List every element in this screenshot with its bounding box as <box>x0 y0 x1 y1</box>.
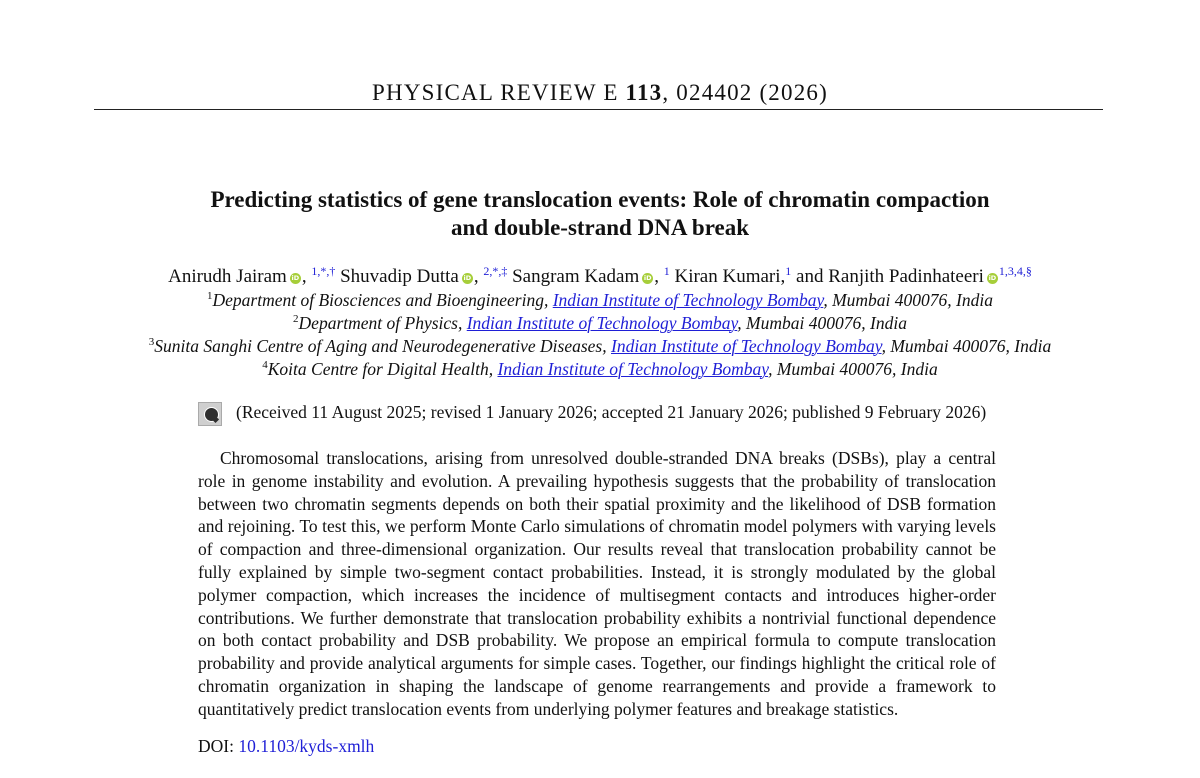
affiliation-department: Department of Biosciences and Bioengineering, <box>212 290 549 310</box>
affiliation-department: Department of Physics, <box>298 313 463 333</box>
orcid-icon[interactable]: iD <box>643 274 652 282</box>
author-separator: , <box>301 266 312 287</box>
affiliation-location: , Mumbai 400076, India <box>737 313 907 333</box>
author-name[interactable]: Shuvadip Dutta <box>340 266 459 287</box>
affiliation-institution-link[interactable]: Indian Institute of Technology Bombay <box>611 336 882 356</box>
affiliation-4 <box>0 359 1200 380</box>
abstract: Chromosomal translocations, arising from unresolved double-stranded DNA breaks (DSBs), play a central role in genome instability and evolution. A prevailing hypothesis suggests that the probability of translocation between two chromatin segments depends on both their spatial proximity and the likelihood of DSB formation and rejoining. To test this, we perform Monte Carlo simulations of chromatin model polymers with varying levels of compaction and three-dimensional organization. Our results reveal that translocation probability cannot be fully explained by simple two-segment contact probabilities. Instead, it is strongly modulated by the global polymer compaction, which increases the incidence of multisegment contacts and introduces higher-order contributions. We further demonstrate that translocation probability exhibits a nontrivial functional dependence on both contact probability and DSB probability. We propose an empirical formula to compute translocation probability and provide analytical arguments for simple cases. Together, our findings highlight the critical role of chromatin organization in shaping the landscape of genome rearrangements and provide a framework to quantitatively predict translocation events from underlying polymer features and breakage statistics. <box>198 448 996 719</box>
affiliation-number: 4 <box>262 359 268 371</box>
author-affiliation-marks[interactable]: 1,*,† <box>311 264 336 278</box>
orcid-icon[interactable]: iD <box>463 274 472 282</box>
affiliation-institution-link[interactable]: Indian Institute of Technology Bombay <box>552 290 824 310</box>
affiliation-3 <box>0 336 1200 357</box>
affiliation-1 <box>0 290 1200 311</box>
affiliation-department: Sunita Sanghi Centre of Aging and Neurodegenerative Diseases, <box>154 336 607 356</box>
affiliation-institution-link[interactable]: Indian Institute of Technology Bombay <box>497 359 769 379</box>
author-name[interactable]: Anirudh Jairam <box>168 266 287 287</box>
author-separator: , <box>654 266 664 287</box>
affiliation-location: , Mumbai 400076, India <box>823 290 993 310</box>
author-affiliation-marks[interactable]: 1,3,4,§ <box>998 264 1032 278</box>
title-line-2: and double-strand DNA break <box>450 215 749 240</box>
affiliation-number: 3 <box>148 336 155 348</box>
affiliation-location: , Mumbai 400076, India <box>768 359 938 379</box>
title-line-1: Predicting statistics of gene translocation events: Role of chromatin compaction <box>210 187 990 212</box>
journal-volume: 113 <box>625 80 663 105</box>
header-rule <box>94 109 1103 110</box>
article-number: , 024402 (2026) <box>662 80 828 105</box>
affiliation-department: Koita Centre for Digital Health, <box>267 359 494 379</box>
orcid-icon[interactable]: iD <box>988 274 997 282</box>
author-name[interactable]: Kiran Kumari, <box>674 266 786 287</box>
author-separator: and <box>791 266 829 287</box>
journal-name: PHYSICAL REVIEW E <box>372 80 619 105</box>
doi-label: DOI: <box>198 736 234 756</box>
orcid-icon[interactable]: iD <box>291 274 300 282</box>
affiliation-number: 2 <box>293 313 299 325</box>
affiliation-location: , Mumbai 400076, India <box>881 336 1052 356</box>
affiliation-2 <box>0 313 1200 334</box>
author-list <box>0 264 1200 288</box>
journal-header <box>0 80 1200 106</box>
paper-title <box>0 186 1200 242</box>
affiliation-institution-link[interactable]: Indian Institute of Technology Bombay <box>466 313 738 333</box>
affiliation-number: 1 <box>207 290 213 302</box>
author-separator: , <box>473 266 484 287</box>
author-affiliation-marks[interactable]: 2,*,‡ <box>483 264 508 278</box>
doi-link[interactable]: 10.1103/kyds-xmlh <box>238 736 375 756</box>
received-dates: (Received 11 August 2025; revised 1 January 2026; accepted 21 January 2026; published 9 February 2026) <box>236 402 987 422</box>
doi-line <box>198 736 374 757</box>
author-affiliation-marks[interactable]: 1 <box>785 264 792 278</box>
author-affiliation-marks[interactable]: 1 <box>663 264 670 278</box>
open-access-badge-icon[interactable] <box>198 402 222 426</box>
author-name[interactable]: Sangram Kadam <box>512 266 640 287</box>
author-name[interactable]: Ranjith Padinhateeri <box>828 266 984 287</box>
